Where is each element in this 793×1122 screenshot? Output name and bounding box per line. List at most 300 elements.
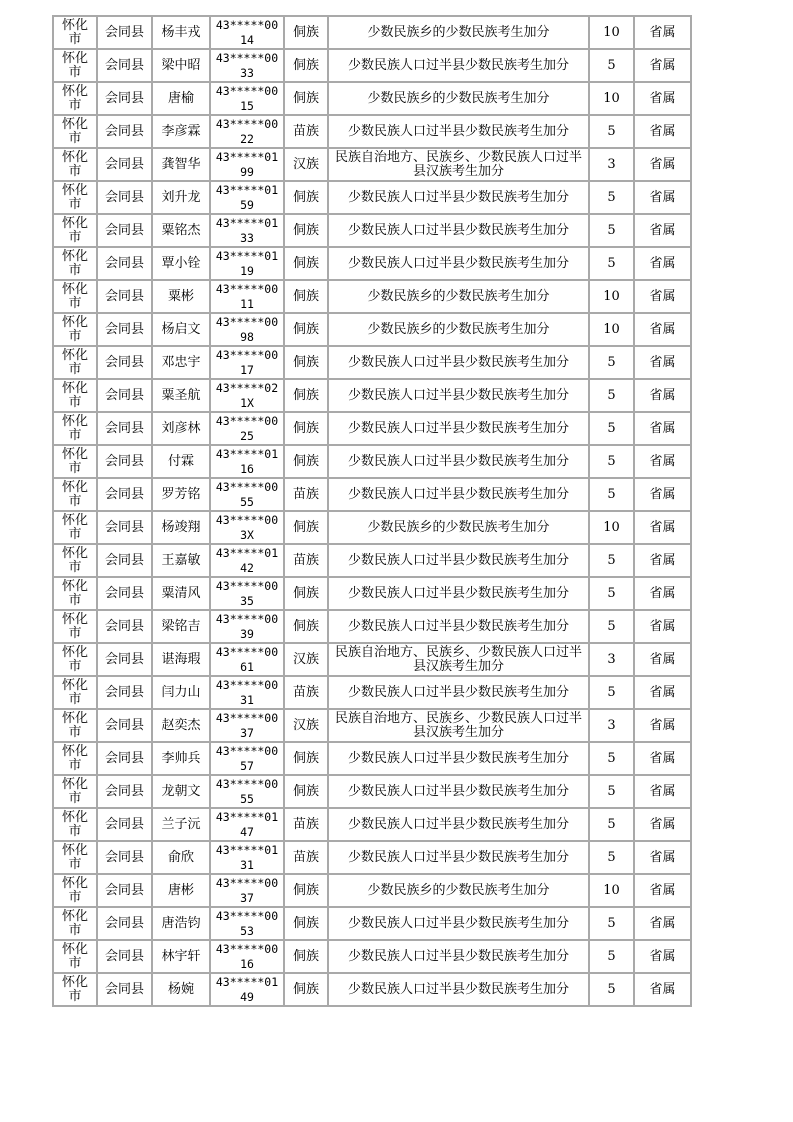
city-cell-text: 怀化市 <box>61 875 88 905</box>
bonus-points-cell: 5 <box>589 808 634 841</box>
level-cell: 省属 <box>634 445 691 478</box>
city-cell-text: 怀化市 <box>61 941 88 971</box>
city-cell <box>53 775 97 808</box>
city-cell <box>53 544 97 577</box>
bonus-reason-cell-text: 少数民族人口过半县少数民族考生加分 <box>347 255 569 271</box>
county-cell: 会同县 <box>97 379 152 412</box>
bonus-points-cell: 10 <box>589 511 634 544</box>
city-cell <box>53 247 97 280</box>
county-cell: 会同县 <box>97 49 152 82</box>
bonus-points-cell: 5 <box>589 907 634 940</box>
bonus-points-cell: 5 <box>589 841 634 874</box>
city-cell-text: 怀化市 <box>61 314 88 344</box>
city-cell <box>53 214 97 247</box>
ethnicity-cell: 侗族 <box>284 775 328 808</box>
id-number-cell <box>210 49 284 82</box>
city-cell-text: 怀化市 <box>61 83 88 113</box>
table-row <box>53 973 691 1006</box>
city-cell-text: 怀化市 <box>61 710 88 740</box>
city-cell <box>53 742 97 775</box>
id-number-cell-text: 43*****0147 <box>215 809 279 839</box>
id-number-cell <box>210 445 284 478</box>
name-cell: 刘升龙 <box>152 181 210 214</box>
id-number-cell-text: 43*****0037 <box>215 875 279 905</box>
city-cell-text: 怀化市 <box>61 380 88 410</box>
name-cell: 梁铭吉 <box>152 610 210 643</box>
level-cell: 省属 <box>634 313 691 346</box>
bonus-reason-cell <box>328 16 589 49</box>
level-cell: 省属 <box>634 379 691 412</box>
city-cell <box>53 148 97 181</box>
id-number-cell <box>210 412 284 445</box>
id-number-cell-text: 43*****0025 <box>215 413 279 443</box>
city-cell <box>53 115 97 148</box>
name-cell: 杨婉 <box>152 973 210 1006</box>
city-cell-text: 怀化市 <box>61 446 88 476</box>
id-number-cell-text: 43*****0149 <box>215 974 279 1004</box>
id-number-cell-text: 43*****0199 <box>215 149 279 179</box>
table-row <box>53 907 691 940</box>
ethnicity-cell: 汉族 <box>284 709 328 742</box>
id-number-cell-text: 43*****0014 <box>215 17 279 47</box>
bonus-reason-cell-text: 少数民族人口过半县少数民族考生加分 <box>347 453 569 469</box>
county-cell: 会同县 <box>97 148 152 181</box>
id-number-cell <box>210 973 284 1006</box>
id-number-cell <box>210 577 284 610</box>
id-number-cell <box>210 280 284 313</box>
bonus-reason-cell <box>328 841 589 874</box>
city-cell-text: 怀化市 <box>61 248 88 278</box>
bonus-reason-cell <box>328 874 589 907</box>
id-number-cell-text: 43*****0061 <box>215 644 279 674</box>
bonus-reason-cell-text: 民族自治地方、民族乡、少数民族人口过半县汉族考生加分 <box>334 149 582 179</box>
name-cell: 付霖 <box>152 445 210 478</box>
city-cell-text: 怀化市 <box>61 413 88 443</box>
county-cell: 会同县 <box>97 709 152 742</box>
table-row <box>53 874 691 907</box>
city-cell <box>53 676 97 709</box>
county-cell: 会同县 <box>97 247 152 280</box>
name-cell: 粟铭杰 <box>152 214 210 247</box>
level-cell: 省属 <box>634 973 691 1006</box>
level-cell: 省属 <box>634 511 691 544</box>
county-cell: 会同县 <box>97 610 152 643</box>
ethnicity-cell: 侗族 <box>284 940 328 973</box>
ethnicity-cell: 侗族 <box>284 49 328 82</box>
id-number-cell <box>210 181 284 214</box>
id-number-cell-text: 43*****0131 <box>215 842 279 872</box>
level-cell: 省属 <box>634 412 691 445</box>
bonus-reason-cell <box>328 973 589 1006</box>
bonus-reason-cell-text: 少数民族人口过半县少数民族考生加分 <box>347 816 569 832</box>
bonus-points-cell: 5 <box>589 445 634 478</box>
table-row <box>53 313 691 346</box>
ethnicity-cell: 侗族 <box>284 280 328 313</box>
bonus-reason-cell <box>328 676 589 709</box>
county-cell: 会同县 <box>97 445 152 478</box>
name-cell: 粟彬 <box>152 280 210 313</box>
bonus-points-cell: 5 <box>589 577 634 610</box>
ethnicity-cell: 侗族 <box>284 247 328 280</box>
id-number-cell <box>210 346 284 379</box>
level-cell: 省属 <box>634 49 691 82</box>
ethnicity-cell: 侗族 <box>284 16 328 49</box>
county-cell: 会同县 <box>97 16 152 49</box>
bonus-reason-cell <box>328 49 589 82</box>
bonus-reason-cell <box>328 907 589 940</box>
city-cell <box>53 907 97 940</box>
bonus-reason-cell-text: 少数民族人口过半县少数民族考生加分 <box>347 354 569 370</box>
county-cell: 会同县 <box>97 478 152 511</box>
ethnicity-cell: 苗族 <box>284 115 328 148</box>
name-cell: 唐榆 <box>152 82 210 115</box>
id-number-cell-text: 43*****0159 <box>215 182 279 212</box>
city-cell-text: 怀化市 <box>61 809 88 839</box>
ethnicity-cell: 侗族 <box>284 379 328 412</box>
level-cell: 省属 <box>634 610 691 643</box>
level-cell: 省属 <box>634 181 691 214</box>
city-cell-text: 怀化市 <box>61 281 88 311</box>
bonus-reason-cell <box>328 247 589 280</box>
name-cell: 粟圣航 <box>152 379 210 412</box>
bonus-points-cell: 10 <box>589 82 634 115</box>
table-row <box>53 445 691 478</box>
id-number-cell-text: 43*****0053 <box>215 908 279 938</box>
bonus-reason-cell <box>328 775 589 808</box>
ethnicity-cell: 侗族 <box>284 577 328 610</box>
name-cell: 李彦霖 <box>152 115 210 148</box>
bonus-points-cell: 5 <box>589 478 634 511</box>
county-cell: 会同县 <box>97 742 152 775</box>
level-cell: 省属 <box>634 709 691 742</box>
table-row <box>53 610 691 643</box>
table-row <box>53 379 691 412</box>
ethnicity-cell: 苗族 <box>284 544 328 577</box>
county-cell: 会同县 <box>97 808 152 841</box>
city-cell-text: 怀化市 <box>61 974 88 1004</box>
table-row <box>53 544 691 577</box>
id-number-cell-text: 43*****0035 <box>215 578 279 608</box>
id-number-cell <box>210 709 284 742</box>
bonus-reason-cell-text: 少数民族人口过半县少数民族考生加分 <box>347 222 569 238</box>
id-number-cell <box>210 115 284 148</box>
city-cell <box>53 16 97 49</box>
bonus-roster-table <box>52 15 692 1007</box>
id-number-cell-text: 43*****021X <box>215 380 279 410</box>
id-number-cell-text: 43*****0017 <box>215 347 279 377</box>
table-row <box>53 346 691 379</box>
bonus-points-cell: 10 <box>589 280 634 313</box>
city-cell-text: 怀化市 <box>61 17 88 47</box>
id-number-cell-text: 43*****0037 <box>215 710 279 740</box>
bonus-reason-cell-text: 少数民族人口过半县少数民族考生加分 <box>347 948 569 964</box>
name-cell: 龙朝文 <box>152 775 210 808</box>
table-row <box>53 16 691 49</box>
bonus-points-cell: 5 <box>589 49 634 82</box>
city-cell <box>53 379 97 412</box>
city-cell-text: 怀化市 <box>61 116 88 146</box>
city-cell-text: 怀化市 <box>61 644 88 674</box>
bonus-reason-cell <box>328 412 589 445</box>
level-cell: 省属 <box>634 544 691 577</box>
table-row <box>53 709 691 742</box>
table-row <box>53 775 691 808</box>
bonus-points-cell: 5 <box>589 742 634 775</box>
table-row <box>53 808 691 841</box>
id-number-cell-text: 43*****0133 <box>215 215 279 245</box>
bonus-reason-cell <box>328 610 589 643</box>
bonus-reason-cell <box>328 544 589 577</box>
bonus-reason-cell <box>328 148 589 181</box>
ethnicity-cell: 侗族 <box>284 346 328 379</box>
id-number-cell-text: 43*****0022 <box>215 116 279 146</box>
city-cell <box>53 973 97 1006</box>
city-cell <box>53 577 97 610</box>
id-number-cell-text: 43*****0015 <box>215 83 279 113</box>
id-number-cell-text: 43*****0116 <box>215 446 279 476</box>
bonus-reason-cell-text: 少数民族人口过半县少数民族考生加分 <box>347 783 569 799</box>
level-cell: 省属 <box>634 577 691 610</box>
table-row <box>53 247 691 280</box>
bonus-points-cell: 5 <box>589 247 634 280</box>
level-cell: 省属 <box>634 214 691 247</box>
name-cell: 粟清风 <box>152 577 210 610</box>
city-cell <box>53 511 97 544</box>
bonus-points-cell: 5 <box>589 775 634 808</box>
table-row <box>53 115 691 148</box>
table-row <box>53 940 691 973</box>
county-cell: 会同县 <box>97 874 152 907</box>
bonus-reason-cell-text: 少数民族人口过半县少数民族考生加分 <box>347 189 569 205</box>
bonus-reason-cell <box>328 709 589 742</box>
ethnicity-cell: 汉族 <box>284 148 328 181</box>
id-number-cell <box>210 16 284 49</box>
name-cell: 谌海瑕 <box>152 643 210 676</box>
county-cell: 会同县 <box>97 775 152 808</box>
city-cell-text: 怀化市 <box>61 545 88 575</box>
city-cell <box>53 412 97 445</box>
name-cell: 林宇轩 <box>152 940 210 973</box>
city-cell-text: 怀化市 <box>61 215 88 245</box>
name-cell: 龚智华 <box>152 148 210 181</box>
id-number-cell <box>210 808 284 841</box>
name-cell: 赵奕杰 <box>152 709 210 742</box>
ethnicity-cell: 苗族 <box>284 841 328 874</box>
id-number-cell <box>210 379 284 412</box>
id-number-cell <box>210 841 284 874</box>
bonus-reason-cell-text: 少数民族人口过半县少数民族考生加分 <box>347 915 569 931</box>
table-row <box>53 841 691 874</box>
county-cell: 会同县 <box>97 940 152 973</box>
level-cell: 省属 <box>634 874 691 907</box>
id-number-cell-text: 43*****0011 <box>215 281 279 311</box>
county-cell: 会同县 <box>97 973 152 1006</box>
city-cell <box>53 181 97 214</box>
ethnicity-cell: 汉族 <box>284 643 328 676</box>
city-cell <box>53 709 97 742</box>
id-number-cell <box>210 214 284 247</box>
bonus-reason-cell-text: 少数民族人口过半县少数民族考生加分 <box>347 981 569 997</box>
table-row <box>53 412 691 445</box>
bonus-reason-cell <box>328 115 589 148</box>
bonus-reason-cell <box>328 742 589 775</box>
county-cell: 会同县 <box>97 82 152 115</box>
level-cell: 省属 <box>634 940 691 973</box>
table-row <box>53 148 691 181</box>
name-cell: 李帅兵 <box>152 742 210 775</box>
name-cell: 邓忠宇 <box>152 346 210 379</box>
bonus-reason-cell <box>328 280 589 313</box>
bonus-reason-cell <box>328 313 589 346</box>
city-cell-text: 怀化市 <box>61 743 88 773</box>
table-row <box>53 643 691 676</box>
table-row <box>53 214 691 247</box>
name-cell: 俞欣 <box>152 841 210 874</box>
name-cell: 刘彦林 <box>152 412 210 445</box>
level-cell: 省属 <box>634 247 691 280</box>
id-number-cell <box>210 742 284 775</box>
table-row <box>53 181 691 214</box>
bonus-reason-cell-text: 少数民族人口过半县少数民族考生加分 <box>347 618 569 634</box>
id-number-cell-text: 43*****0055 <box>215 776 279 806</box>
ethnicity-cell: 侗族 <box>284 874 328 907</box>
id-number-cell-text: 43*****0057 <box>215 743 279 773</box>
city-cell <box>53 313 97 346</box>
bonus-reason-cell <box>328 379 589 412</box>
city-cell <box>53 841 97 874</box>
id-number-cell <box>210 874 284 907</box>
id-number-cell <box>210 676 284 709</box>
city-cell <box>53 346 97 379</box>
county-cell: 会同县 <box>97 214 152 247</box>
name-cell: 罗芳铭 <box>152 478 210 511</box>
ethnicity-cell: 侗族 <box>284 313 328 346</box>
name-cell: 闫力山 <box>152 676 210 709</box>
bonus-reason-cell-text: 少数民族人口过半县少数民族考生加分 <box>347 57 569 73</box>
level-cell: 省属 <box>634 907 691 940</box>
id-number-cell <box>210 544 284 577</box>
level-cell: 省属 <box>634 82 691 115</box>
ethnicity-cell: 苗族 <box>284 478 328 511</box>
id-number-cell <box>210 940 284 973</box>
level-cell: 省属 <box>634 346 691 379</box>
city-cell-text: 怀化市 <box>61 347 88 377</box>
id-number-cell <box>210 478 284 511</box>
bonus-reason-cell-text: 少数民族乡的少数民族考生加分 <box>367 24 550 40</box>
table-row <box>53 742 691 775</box>
table-row <box>53 280 691 313</box>
county-cell: 会同县 <box>97 643 152 676</box>
bonus-points-cell: 5 <box>589 346 634 379</box>
bonus-reason-cell-text: 少数民族乡的少数民族考生加分 <box>367 882 550 898</box>
county-cell: 会同县 <box>97 676 152 709</box>
bonus-reason-cell-text: 少数民族人口过半县少数民族考生加分 <box>347 420 569 436</box>
ethnicity-cell: 侗族 <box>284 610 328 643</box>
name-cell: 唐彬 <box>152 874 210 907</box>
bonus-reason-cell-text: 少数民族人口过半县少数民族考生加分 <box>347 123 569 139</box>
bonus-reason-cell-text: 少数民族人口过半县少数民族考生加分 <box>347 387 569 403</box>
bonus-points-cell: 5 <box>589 610 634 643</box>
bonus-reason-cell <box>328 643 589 676</box>
bonus-reason-cell-text: 少数民族乡的少数民族考生加分 <box>367 519 550 535</box>
id-number-cell <box>210 511 284 544</box>
city-cell <box>53 643 97 676</box>
bonus-reason-cell-text: 少数民族人口过半县少数民族考生加分 <box>347 684 569 700</box>
level-cell: 省属 <box>634 643 691 676</box>
name-cell: 覃小铨 <box>152 247 210 280</box>
id-number-cell-text: 43*****0142 <box>215 545 279 575</box>
city-cell-text: 怀化市 <box>61 149 88 179</box>
bonus-reason-cell <box>328 445 589 478</box>
id-number-cell <box>210 313 284 346</box>
table-body <box>53 16 691 1006</box>
bonus-reason-cell-text: 少数民族乡的少数民族考生加分 <box>367 90 550 106</box>
level-cell: 省属 <box>634 478 691 511</box>
bonus-points-cell: 5 <box>589 214 634 247</box>
county-cell: 会同县 <box>97 412 152 445</box>
bonus-points-cell: 5 <box>589 940 634 973</box>
id-number-cell-text: 43*****0033 <box>215 50 279 80</box>
bonus-reason-cell <box>328 82 589 115</box>
bonus-points-cell: 3 <box>589 148 634 181</box>
level-cell: 省属 <box>634 280 691 313</box>
city-cell <box>53 445 97 478</box>
id-number-cell <box>210 148 284 181</box>
bonus-reason-cell <box>328 808 589 841</box>
id-number-cell <box>210 775 284 808</box>
level-cell: 省属 <box>634 148 691 181</box>
id-number-cell-text: 43*****0016 <box>215 941 279 971</box>
city-cell-text: 怀化市 <box>61 908 88 938</box>
ethnicity-cell: 侗族 <box>284 907 328 940</box>
level-cell: 省属 <box>634 115 691 148</box>
bonus-points-cell: 3 <box>589 643 634 676</box>
city-cell-text: 怀化市 <box>61 479 88 509</box>
bonus-reason-cell <box>328 181 589 214</box>
bonus-reason-cell <box>328 577 589 610</box>
county-cell: 会同县 <box>97 280 152 313</box>
table-row <box>53 511 691 544</box>
city-cell-text: 怀化市 <box>61 776 88 806</box>
county-cell: 会同县 <box>97 313 152 346</box>
county-cell: 会同县 <box>97 577 152 610</box>
ethnicity-cell: 苗族 <box>284 808 328 841</box>
city-cell <box>53 808 97 841</box>
county-cell: 会同县 <box>97 115 152 148</box>
table-row <box>53 478 691 511</box>
level-cell: 省属 <box>634 676 691 709</box>
name-cell: 梁中昭 <box>152 49 210 82</box>
county-cell: 会同县 <box>97 907 152 940</box>
ethnicity-cell: 侗族 <box>284 445 328 478</box>
id-number-cell <box>210 247 284 280</box>
county-cell: 会同县 <box>97 181 152 214</box>
ethnicity-cell: 侗族 <box>284 742 328 775</box>
ethnicity-cell: 侗族 <box>284 214 328 247</box>
bonus-reason-cell <box>328 940 589 973</box>
id-number-cell <box>210 82 284 115</box>
bonus-points-cell: 5 <box>589 181 634 214</box>
ethnicity-cell: 侗族 <box>284 973 328 1006</box>
id-number-cell-text: 43*****003X <box>215 512 279 542</box>
city-cell <box>53 610 97 643</box>
bonus-reason-cell-text: 少数民族人口过半县少数民族考生加分 <box>347 585 569 601</box>
bonus-reason-cell <box>328 511 589 544</box>
level-cell: 省属 <box>634 808 691 841</box>
id-number-cell <box>210 643 284 676</box>
name-cell: 杨启文 <box>152 313 210 346</box>
county-cell: 会同县 <box>97 346 152 379</box>
